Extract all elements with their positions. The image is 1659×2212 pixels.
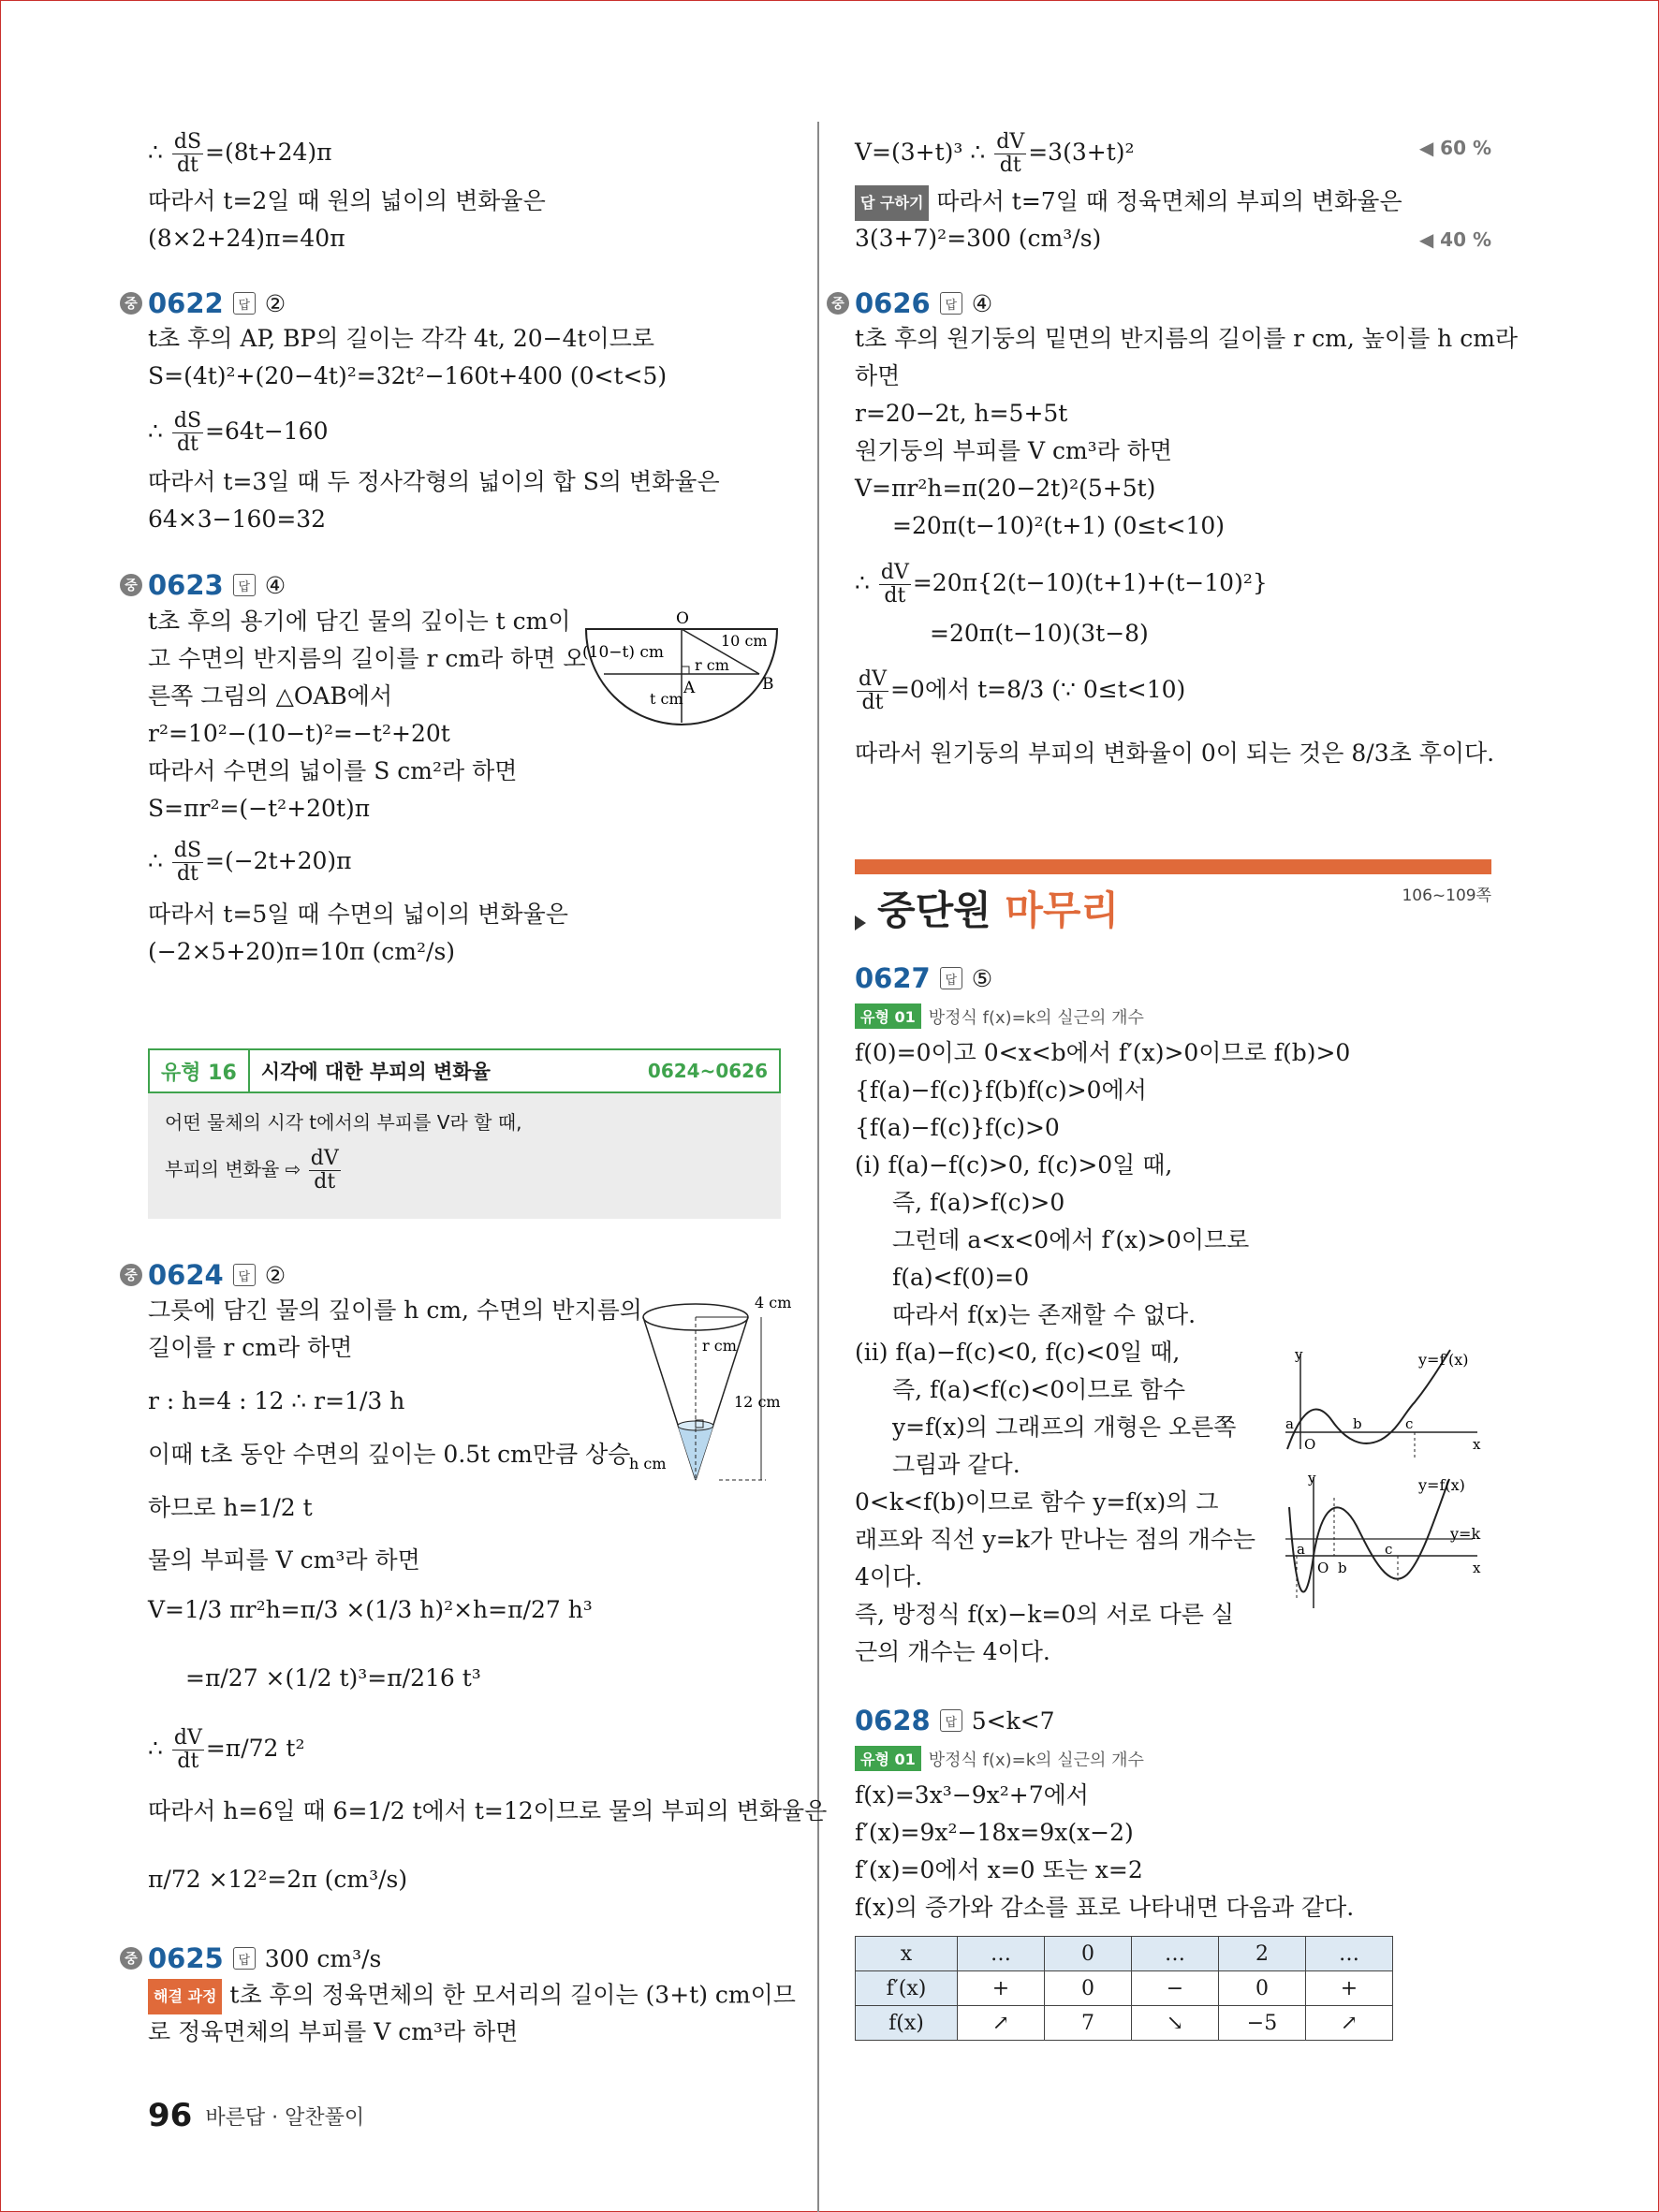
table-cell: + <box>958 1971 1045 2006</box>
derivative-graph <box>1276 1346 1491 1458</box>
table-cell: f(x) <box>856 2006 958 2041</box>
solution-line: f′(x)=9x²−18x=9x(x−2) <box>855 1819 1134 1846</box>
solution-line: f(x)의 증가와 감소를 표로 나타내면 다음과 같다. <box>855 1894 1355 1921</box>
curve-label: y=f(x) <box>1418 1476 1465 1494</box>
solution-line: 물의 부피를 V cm³라 하면 <box>148 1546 420 1574</box>
level-badge: 중 <box>120 292 142 315</box>
answer-value: ④ <box>264 571 286 599</box>
h-label: h cm <box>629 1455 667 1472</box>
solution-line: {f(a)−f(c)}f(c)>0 <box>855 1114 1060 1141</box>
problem-number: 0622 <box>148 287 224 319</box>
table-cell: 0 <box>1045 1971 1132 2006</box>
height-label: 12 cm <box>734 1393 781 1411</box>
column-divider <box>817 122 819 2212</box>
solution-line: $\frac{dV}{dt}$ =0에서 t=8/3 (∵ 0≤t<10) <box>859 667 1186 714</box>
solution-line: 즉, 방정식 f(x)−k=0의 서로 다른 실 <box>855 1601 1234 1628</box>
table-cell: ↗ <box>1306 2006 1393 2041</box>
table-cell: + <box>1306 1971 1393 2006</box>
solution-line: 그림과 같다. <box>892 1451 1020 1478</box>
b-label: b <box>1353 1415 1362 1432</box>
solution-line: S=πr²=(−t²+20t)π <box>148 795 371 822</box>
solution-line: =π/27 ×(1/2 t)³=π/216 t³ <box>185 1664 481 1692</box>
solution-line: 즉, f(a)>f(c)>0 <box>892 1189 1065 1216</box>
table-cell: ↘ <box>1132 2006 1219 2041</box>
answer-icon: 답 <box>940 967 962 989</box>
table-cell: ↗ <box>958 2006 1045 2041</box>
table-row <box>856 1971 1393 2006</box>
answer-value: ⑤ <box>971 964 993 992</box>
section-marker-icon <box>855 916 866 930</box>
table-cell: − <box>1132 1971 1219 2006</box>
type-16-box <box>148 1048 781 1219</box>
cone-figure <box>625 1287 792 1493</box>
problem-number: 0624 <box>148 1259 224 1291</box>
level-badge: 중 <box>120 574 142 596</box>
r-label: r cm <box>695 656 729 674</box>
solution-line: f(0)=0이고 0<x<b에서 f′(x)>0이므로 f(b)>0 <box>855 1039 1351 1066</box>
solution-line: r=20−2t, h=5+5t <box>855 400 1068 427</box>
solution-line: 로 정육면체의 부피를 V cm³라 하면 <box>148 2018 519 2045</box>
y-axis-label: y <box>1295 1346 1303 1363</box>
problem-header-0626 <box>827 287 992 319</box>
a-label: a <box>1297 1541 1305 1558</box>
section-accent-bar <box>855 859 1491 874</box>
problem-number: 0627 <box>855 962 931 994</box>
solution-line: 3(3+7)²=300 (cm³/s) <box>855 225 1102 252</box>
problem-number: 0625 <box>148 1942 224 1974</box>
solution-line: 이때 t초 동안 수면의 깊이는 0.5t cm만큼 상승 <box>148 1441 631 1468</box>
answer-step-tag: 답 구하기 <box>855 185 929 221</box>
page-footer <box>148 2097 364 2134</box>
depth-label: (10−t) cm <box>582 643 665 662</box>
answer-value: ④ <box>971 289 993 317</box>
solution-line: 그릇에 담긴 물의 깊이를 h cm, 수면의 반지름의 <box>148 1296 642 1324</box>
solution-line: ∴ $\frac{dV}{dt}$ =20π{2(t−10)(t+1)+(t−10)²} <box>855 561 1268 608</box>
table-cell: f′(x) <box>856 1971 958 2006</box>
solution-line: 따라서 t=2일 때 원의 넓이의 변화율은 <box>148 187 546 214</box>
b-label: b <box>1338 1560 1347 1576</box>
section-pages: 106~109쪽 <box>1402 886 1491 905</box>
solution-line: f(a)<f(0)=0 <box>892 1264 1030 1291</box>
problem-header-0627 <box>855 962 992 994</box>
solution-line: 따라서 h=6일 때 6=1/2 t에서 t=12이므로 물의 부피의 변화율은 <box>148 1797 828 1824</box>
problem-number: 0626 <box>855 287 931 319</box>
answer-icon: 답 <box>233 1947 256 1970</box>
type-tag: 유형 01 방정식 f(x)=k의 실근의 개수 <box>855 1746 1144 1771</box>
solution-line: (ⅱ) f(a)−f(c)<0, f(c)<0일 때, <box>855 1339 1181 1366</box>
solution-line: ∴ $\frac{dS}{dt}$ =(8t+24)π <box>148 130 332 177</box>
table-cell: … <box>1306 1937 1393 1971</box>
function-graph <box>1276 1470 1491 1610</box>
solution-line: 따라서 원기둥의 부피의 변화율이 0이 되는 것은 8/3초 후이다. <box>855 740 1495 767</box>
solution-line: 원기둥의 부피를 V cm³라 하면 <box>855 437 1173 464</box>
table-cell: 0 <box>1219 1971 1306 2006</box>
section-header <box>855 859 1491 933</box>
x-axis-label: x <box>1473 1560 1481 1576</box>
level-badge: 중 <box>120 1947 142 1970</box>
x-axis-label: x <box>1473 1436 1481 1453</box>
solution-line: t초 후의 원기둥의 밑면의 반지름의 길이를 r cm, 높이를 h cm라 <box>855 325 1519 352</box>
table-cell: −5 <box>1219 2006 1306 2041</box>
solution-line: f(x)=3x³−9x²+7에서 <box>855 1781 1089 1809</box>
origin-label: O <box>1317 1560 1329 1576</box>
table-cell: 2 <box>1219 1937 1306 1971</box>
page-number: 96 <box>148 2097 193 2134</box>
radius-label: 10 cm <box>721 632 768 650</box>
solution-line: 64×3−160=32 <box>148 505 327 533</box>
c-label: c <box>1405 1415 1414 1432</box>
answer-icon: 답 <box>940 292 962 315</box>
solution-line: 고 수면의 반지름의 길이를 r cm라 하면 오 <box>148 645 586 672</box>
table-cell: x <box>856 1937 958 1971</box>
solution-line: 하므로 h=1/2 t <box>148 1494 313 1521</box>
problem-number: 0623 <box>148 569 224 601</box>
solution-line: V=1/3 πr²h=π/3 ×(1/3 h)²×h=π/27 h³ <box>148 1596 593 1623</box>
book-name: 바른답 · 알찬풀이 <box>205 2105 365 2130</box>
solution-line: 따라서 t=3일 때 두 정사각형의 넓이의 합 S의 변화율은 <box>148 468 720 495</box>
top-radius-label: 4 cm <box>755 1294 792 1311</box>
table-cell: 7 <box>1045 2006 1132 2041</box>
solution-line: {f(a)−f(c)}f(b)f(c)>0에서 <box>855 1077 1147 1104</box>
problem-header-0623 <box>120 569 286 601</box>
origin-label: O <box>1304 1436 1316 1453</box>
table-cell: … <box>958 1937 1045 1971</box>
problem-number: 0628 <box>855 1705 931 1736</box>
type-body-line: 어떤 물체의 시각 t에서의 부피를 V라 할 때, <box>165 1111 522 1134</box>
problem-header-0628 <box>855 1705 1055 1736</box>
solution-line: V=(3+t)³ ∴ $\frac{dV}{dt}$ =3(3+t)² <box>855 130 1135 177</box>
hemisphere-figure <box>579 610 785 741</box>
c-label: c <box>1385 1541 1393 1558</box>
problem-header-0622 <box>120 287 286 319</box>
solution-line: ∴ $\frac{dS}{dt}$ =(−2t+20)π <box>148 839 352 886</box>
solution-line: 0<k<f(b)이므로 함수 y=f(x)의 그 <box>855 1488 1219 1516</box>
solution-line: (8×2+24)π=40π <box>148 225 345 252</box>
solution-line: y=f(x)의 그래프의 개형은 오른쪽 <box>892 1414 1237 1441</box>
solution-line: r : h=4 : 12 ∴ r=1/3 h <box>148 1387 405 1414</box>
level-badge: 중 <box>827 292 849 315</box>
solution-line: V=πr²h=π(20−2t)²(5+5t) <box>855 475 1156 502</box>
solution-line: 근의 개수는 4이다. <box>855 1638 1050 1665</box>
solution-line: S=(4t)²+(20−4t)²=32t²−160t+400 (0<t<5) <box>148 362 668 389</box>
table-cell: 0 <box>1045 1937 1132 1971</box>
solution-line: ∴ $\frac{dV}{dt}$ =π/72 t² <box>148 1726 305 1773</box>
solution-line: t초 후의 용기에 담긴 물의 깊이는 t cm이 <box>148 608 571 635</box>
type-range: 0624~0626 <box>647 1060 768 1082</box>
table-row <box>856 2006 1393 2041</box>
type-title: 시각에 대한 부피의 변화율 <box>260 1061 491 1083</box>
type-body-line: 부피의 변화율 ⇨ $\frac{dV}{dt}$ <box>165 1147 339 1194</box>
answer-value: ② <box>264 289 286 317</box>
y-axis-label: y <box>1308 1470 1316 1487</box>
point-o-label: O <box>676 609 689 628</box>
answer-icon: 답 <box>940 1709 962 1732</box>
level-badge: 중 <box>120 1264 142 1286</box>
solution-line: 길이를 r cm라 하면 <box>148 1334 353 1361</box>
curve-label: y=f′(x) <box>1418 1351 1469 1369</box>
solution-line: 른쪽 그림의 △OAB에서 <box>148 682 393 710</box>
process-tag: 해결 과정 <box>148 1979 222 2014</box>
solution-line: 즉, f(a)<f(c)<0이므로 함수 <box>892 1376 1185 1403</box>
solution-line: 하면 <box>855 362 901 389</box>
section-title: 중단원 마무리 <box>877 887 1120 933</box>
solution-line: 래프와 직선 y=k가 만나는 점의 개수는 <box>855 1526 1256 1553</box>
answer-icon: 답 <box>233 574 256 596</box>
answer-value: 300 cm³/s <box>264 1944 382 1972</box>
solution-line: t초 후의 AP, BP의 길이는 각각 4t, 20−4t이므로 <box>148 325 655 352</box>
t-label: t cm <box>650 690 683 708</box>
increase-decrease-table <box>855 1936 1393 2041</box>
a-label: a <box>1285 1415 1294 1432</box>
solution-line: π/72 ×12²=2π (cm³/s) <box>148 1866 408 1893</box>
score-percent: ◀ 40 % <box>1418 228 1491 251</box>
solution-line: (ⅰ) f(a)−f(c)>0, f(c)>0일 때, <box>855 1151 1173 1179</box>
answer-icon: 답 <box>233 292 256 315</box>
type-tag: 유형 01 방정식 f(x)=k의 실근의 개수 <box>855 1003 1144 1029</box>
solution-line: =20π(t−10)(3t−8) <box>930 620 1149 647</box>
answer-value: 5<k<7 <box>971 1707 1055 1735</box>
problem-header-0625 <box>120 1942 381 1974</box>
r-label: r cm <box>702 1337 737 1355</box>
solution-line: f′(x)=0에서 x=0 또는 x=2 <box>855 1856 1143 1883</box>
solution-line: 따라서 수면의 넓이를 S cm²라 하면 <box>148 757 518 784</box>
solution-line: (−2×5+20)π=10π (cm²/s) <box>148 938 456 965</box>
solution-line: 4이다. <box>855 1563 923 1590</box>
answer-icon: 답 <box>233 1264 256 1286</box>
solution-line: 따라서 f(x)는 존재할 수 없다. <box>892 1301 1197 1328</box>
solution-line: 해결 과정 t초 후의 정육면체의 한 모서리의 길이는 (3+t) cm이므 <box>148 1979 796 2014</box>
point-a-label: A <box>683 679 696 697</box>
point-b-label: B <box>762 675 774 694</box>
solution-line: =20π(t−10)²(t+1) (0≤t<10) <box>892 512 1226 539</box>
problem-header-0624 <box>120 1259 286 1291</box>
k-line-label: y=k <box>1450 1525 1481 1543</box>
score-percent: ◀ 60 % <box>1418 137 1491 159</box>
solution-line: ∴ $\frac{dS}{dt}$ =64t−160 <box>148 409 329 456</box>
table-row <box>856 1937 1393 1971</box>
type-label: 유형 16 <box>150 1050 250 1091</box>
solution-line: r²=10²−(10−t)²=−t²+20t <box>148 720 450 747</box>
solution-line: 답 구하기 따라서 t=7일 때 정육면체의 부피의 변화율은 <box>855 185 1402 221</box>
solution-line: 그런데 a<x<0에서 f′(x)>0이므로 <box>892 1226 1250 1253</box>
solution-line: 따라서 t=5일 때 수면의 넓이의 변화율은 <box>148 901 568 928</box>
table-cell: … <box>1132 1937 1219 1971</box>
answer-value: ② <box>264 1261 286 1289</box>
